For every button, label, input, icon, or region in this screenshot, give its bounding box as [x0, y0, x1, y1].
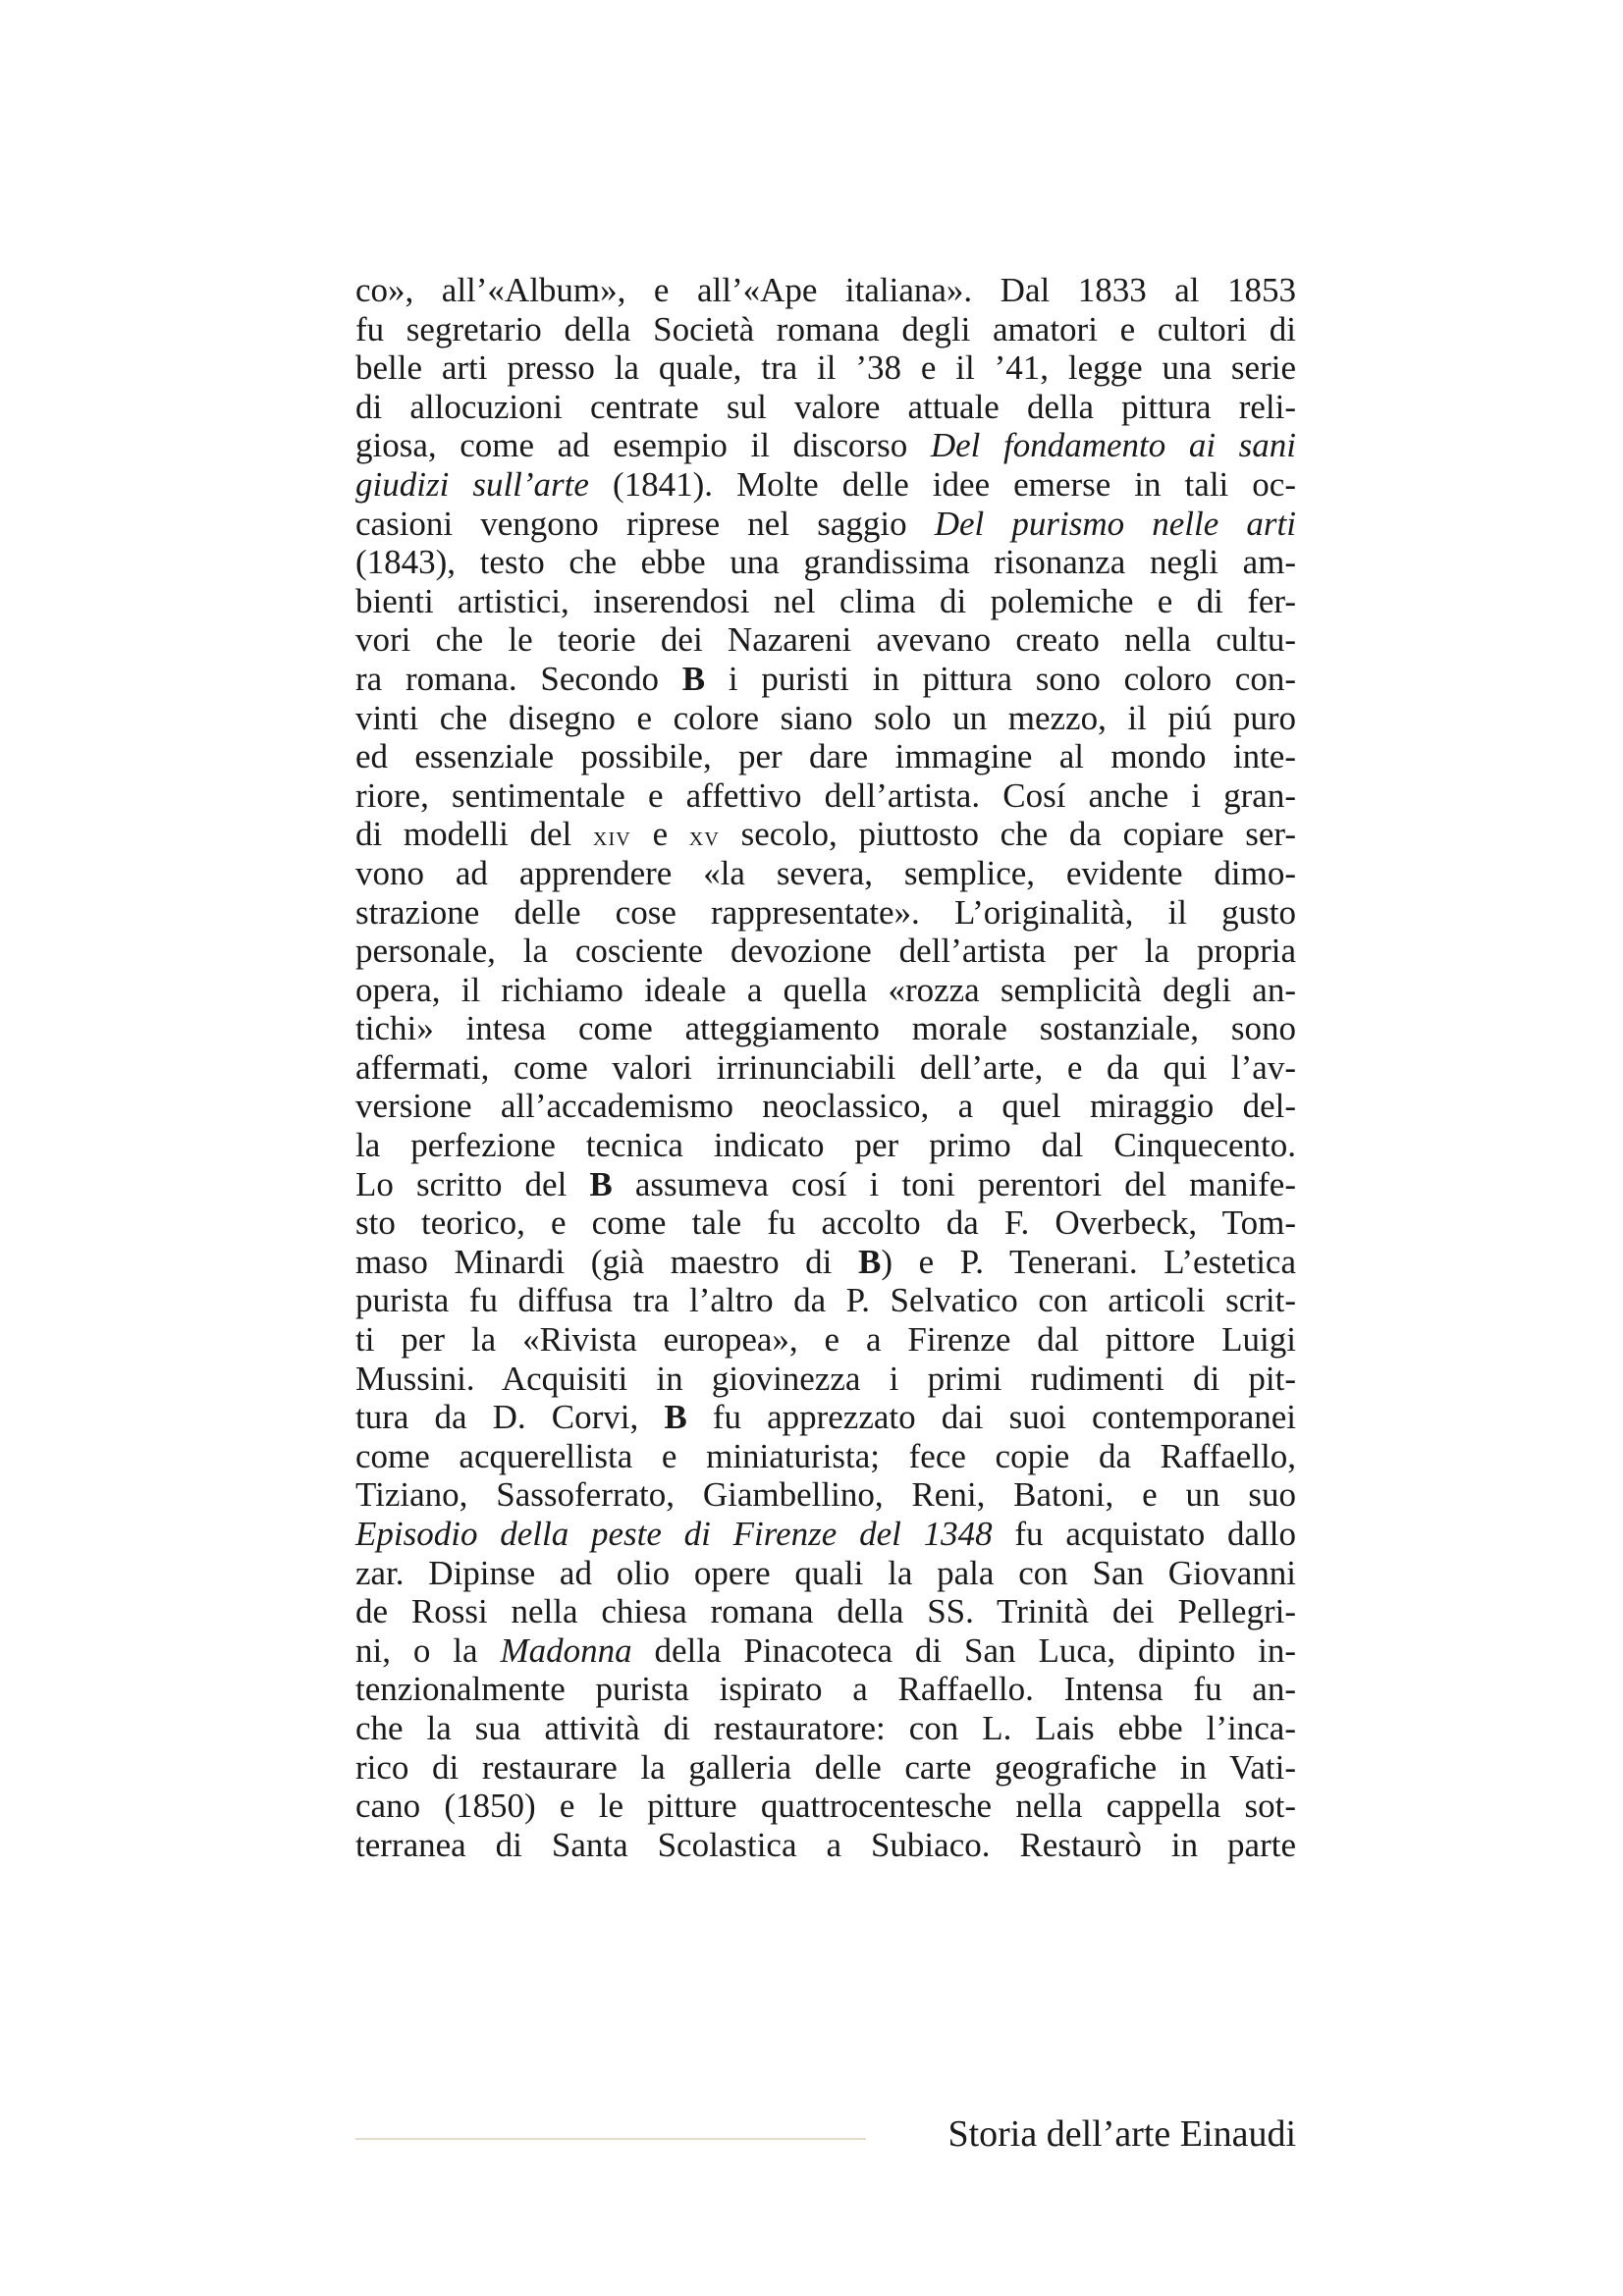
italic-title: Del purismo nelle arti: [934, 504, 1296, 543]
text-line: ra romana. Secondo B i puristi in pittura sono coloro con-: [355, 659, 1296, 698]
footer-rule: [355, 2138, 866, 2140]
subject-initial: B: [681, 659, 706, 698]
subject-initial: B: [664, 1398, 687, 1437]
italic-title: Del fondamento ai sani: [930, 426, 1296, 465]
text-line: tenzionalmente purista ispirato a Raffaello. Intensa fu an-: [355, 1670, 1296, 1709]
text-line: ed essenziale possibile, per dare immagine al mondo inte-: [355, 737, 1296, 776]
text-line: de Rossi nella chiesa romana della SS. Trinità dei Pellegri-: [355, 1592, 1296, 1631]
text-line: maso Minardi (già maestro di B) e P. Tenerani. L’estetica: [355, 1242, 1296, 1281]
text-line: fu segretario della Società romana degli amatori e cultori di: [355, 309, 1296, 348]
text-line: Tiziano, Sassoferrato, Giambellino, Reni, Batoni, e un suo: [355, 1475, 1296, 1515]
text-line: vono ad apprendere «la severa, semplice, evidente dimo-: [355, 853, 1296, 892]
text-line: Episodio della peste di Firenze del 1348 fu acquistato dallo: [355, 1515, 1296, 1553]
text-line: vinti che disegno e colore siano solo un mezzo, il piú puro: [355, 698, 1296, 737]
text-line: di modelli del xiv e xv secolo, piuttosto che da copiare ser-: [355, 815, 1296, 854]
roman-numeral: xv: [688, 821, 720, 853]
text-line: zar. Dipinse ad olio opere quali la pala con San Giovanni: [355, 1553, 1296, 1592]
text-line: terranea di Santa Scolastica a Subiaco. Restaurò in parte: [355, 1825, 1296, 1864]
text-line: opera, il richiamo ideale a quella «rozza semplicità degli an-: [355, 970, 1296, 1009]
subject-initial: B: [589, 1164, 613, 1203]
text-line: giosa, come ad esempio il discorso Del fondamento ai sani: [355, 426, 1296, 465]
text-line: Mussini. Acquisiti in giovinezza i primi rudimenti di pit-: [355, 1359, 1296, 1398]
text-line: affermati, come valori irrinunciabili dell’arte, e da qui l’av-: [355, 1047, 1296, 1087]
text-line: casioni vengono riprese nel saggio Del purismo nelle arti: [355, 504, 1296, 543]
text-line: versione all’accademismo neoclassico, a quel miraggio del-: [355, 1087, 1296, 1126]
text-line: che la sua attività di restauratore: con L. Lais ebbe l’inca-: [355, 1708, 1296, 1747]
subject-initial: B: [857, 1242, 882, 1281]
text-line: tichi» intesa come atteggiamento morale sostanziale, sono: [355, 1009, 1296, 1048]
roman-numeral: xiv: [592, 821, 631, 853]
text-line: ni, o la Madonna della Pinacoteca di San Luca, dipinto in-: [355, 1630, 1296, 1670]
text-line: personale, la cosciente devozione dell’artista per la propria: [355, 932, 1296, 971]
text-line: ti per la «Rivista europea», e a Firenze dal pittore Luigi: [355, 1320, 1296, 1360]
text-line: bienti artistici, inserendosi nel clima di polemiche e di fer-: [355, 581, 1296, 620]
text-line: giudizi sull’arte (1841). Molte delle idee emerse in tali oc-: [355, 464, 1297, 504]
text-line: rico di restaurare la galleria delle carte geografiche in Vati-: [355, 1747, 1296, 1787]
text-line: tura da D. Corvi, B fu apprezzato dai suoi contemporanei: [355, 1398, 1297, 1437]
text-line: riore, sentimentale e affettivo dell’artista. Cosí anche i gran-: [355, 775, 1296, 815]
text-line: purista fu diffusa tra l’altro da P. Selvatico con articoli scrit-: [355, 1281, 1296, 1320]
text-line: di allocuzioni centrate sul valore attuale della pittura reli-: [355, 387, 1296, 426]
body-text: [355, 271, 1296, 1864]
text-line: strazione delle cose rappresentate». L’originalità, il gusto: [355, 892, 1296, 932]
text-line: vori che le teorie dei Nazareni avevano creato nella cultu-: [355, 620, 1296, 660]
italic-title: Episodio della peste di Firenze del 1348: [355, 1515, 993, 1553]
italic-title: giudizi sull’arte: [355, 464, 589, 504]
text-line: sto teorico, e come tale fu accolto da F. Overbeck, Tom-: [355, 1203, 1296, 1243]
text-line: cano (1850) e le pitture quattrocentesche nella cappella sot-: [355, 1787, 1296, 1826]
footer-title: Storia dell’arte Einaudi: [947, 2113, 1296, 2155]
text-line: Lo scritto del B assumeva cosí i toni perentori del manife-: [355, 1164, 1296, 1203]
text-line: co», all’«Album», e all’«Ape italiana». Dal 1833 al 1853: [355, 271, 1296, 309]
text-line: come acquerellista e miniaturista; fece copie da Raffaello,: [355, 1436, 1296, 1475]
italic-title: Madonna: [500, 1630, 632, 1670]
text-line: belle arti presso la quale, tra il ’38 e il ’41, legge una serie: [355, 348, 1296, 388]
text-line: la perfezione tecnica indicato per primo dal Cinquecento.: [355, 1126, 1296, 1165]
text-line: (1843), testo che ebbe una grandissima risonanza negli am-: [355, 543, 1296, 582]
